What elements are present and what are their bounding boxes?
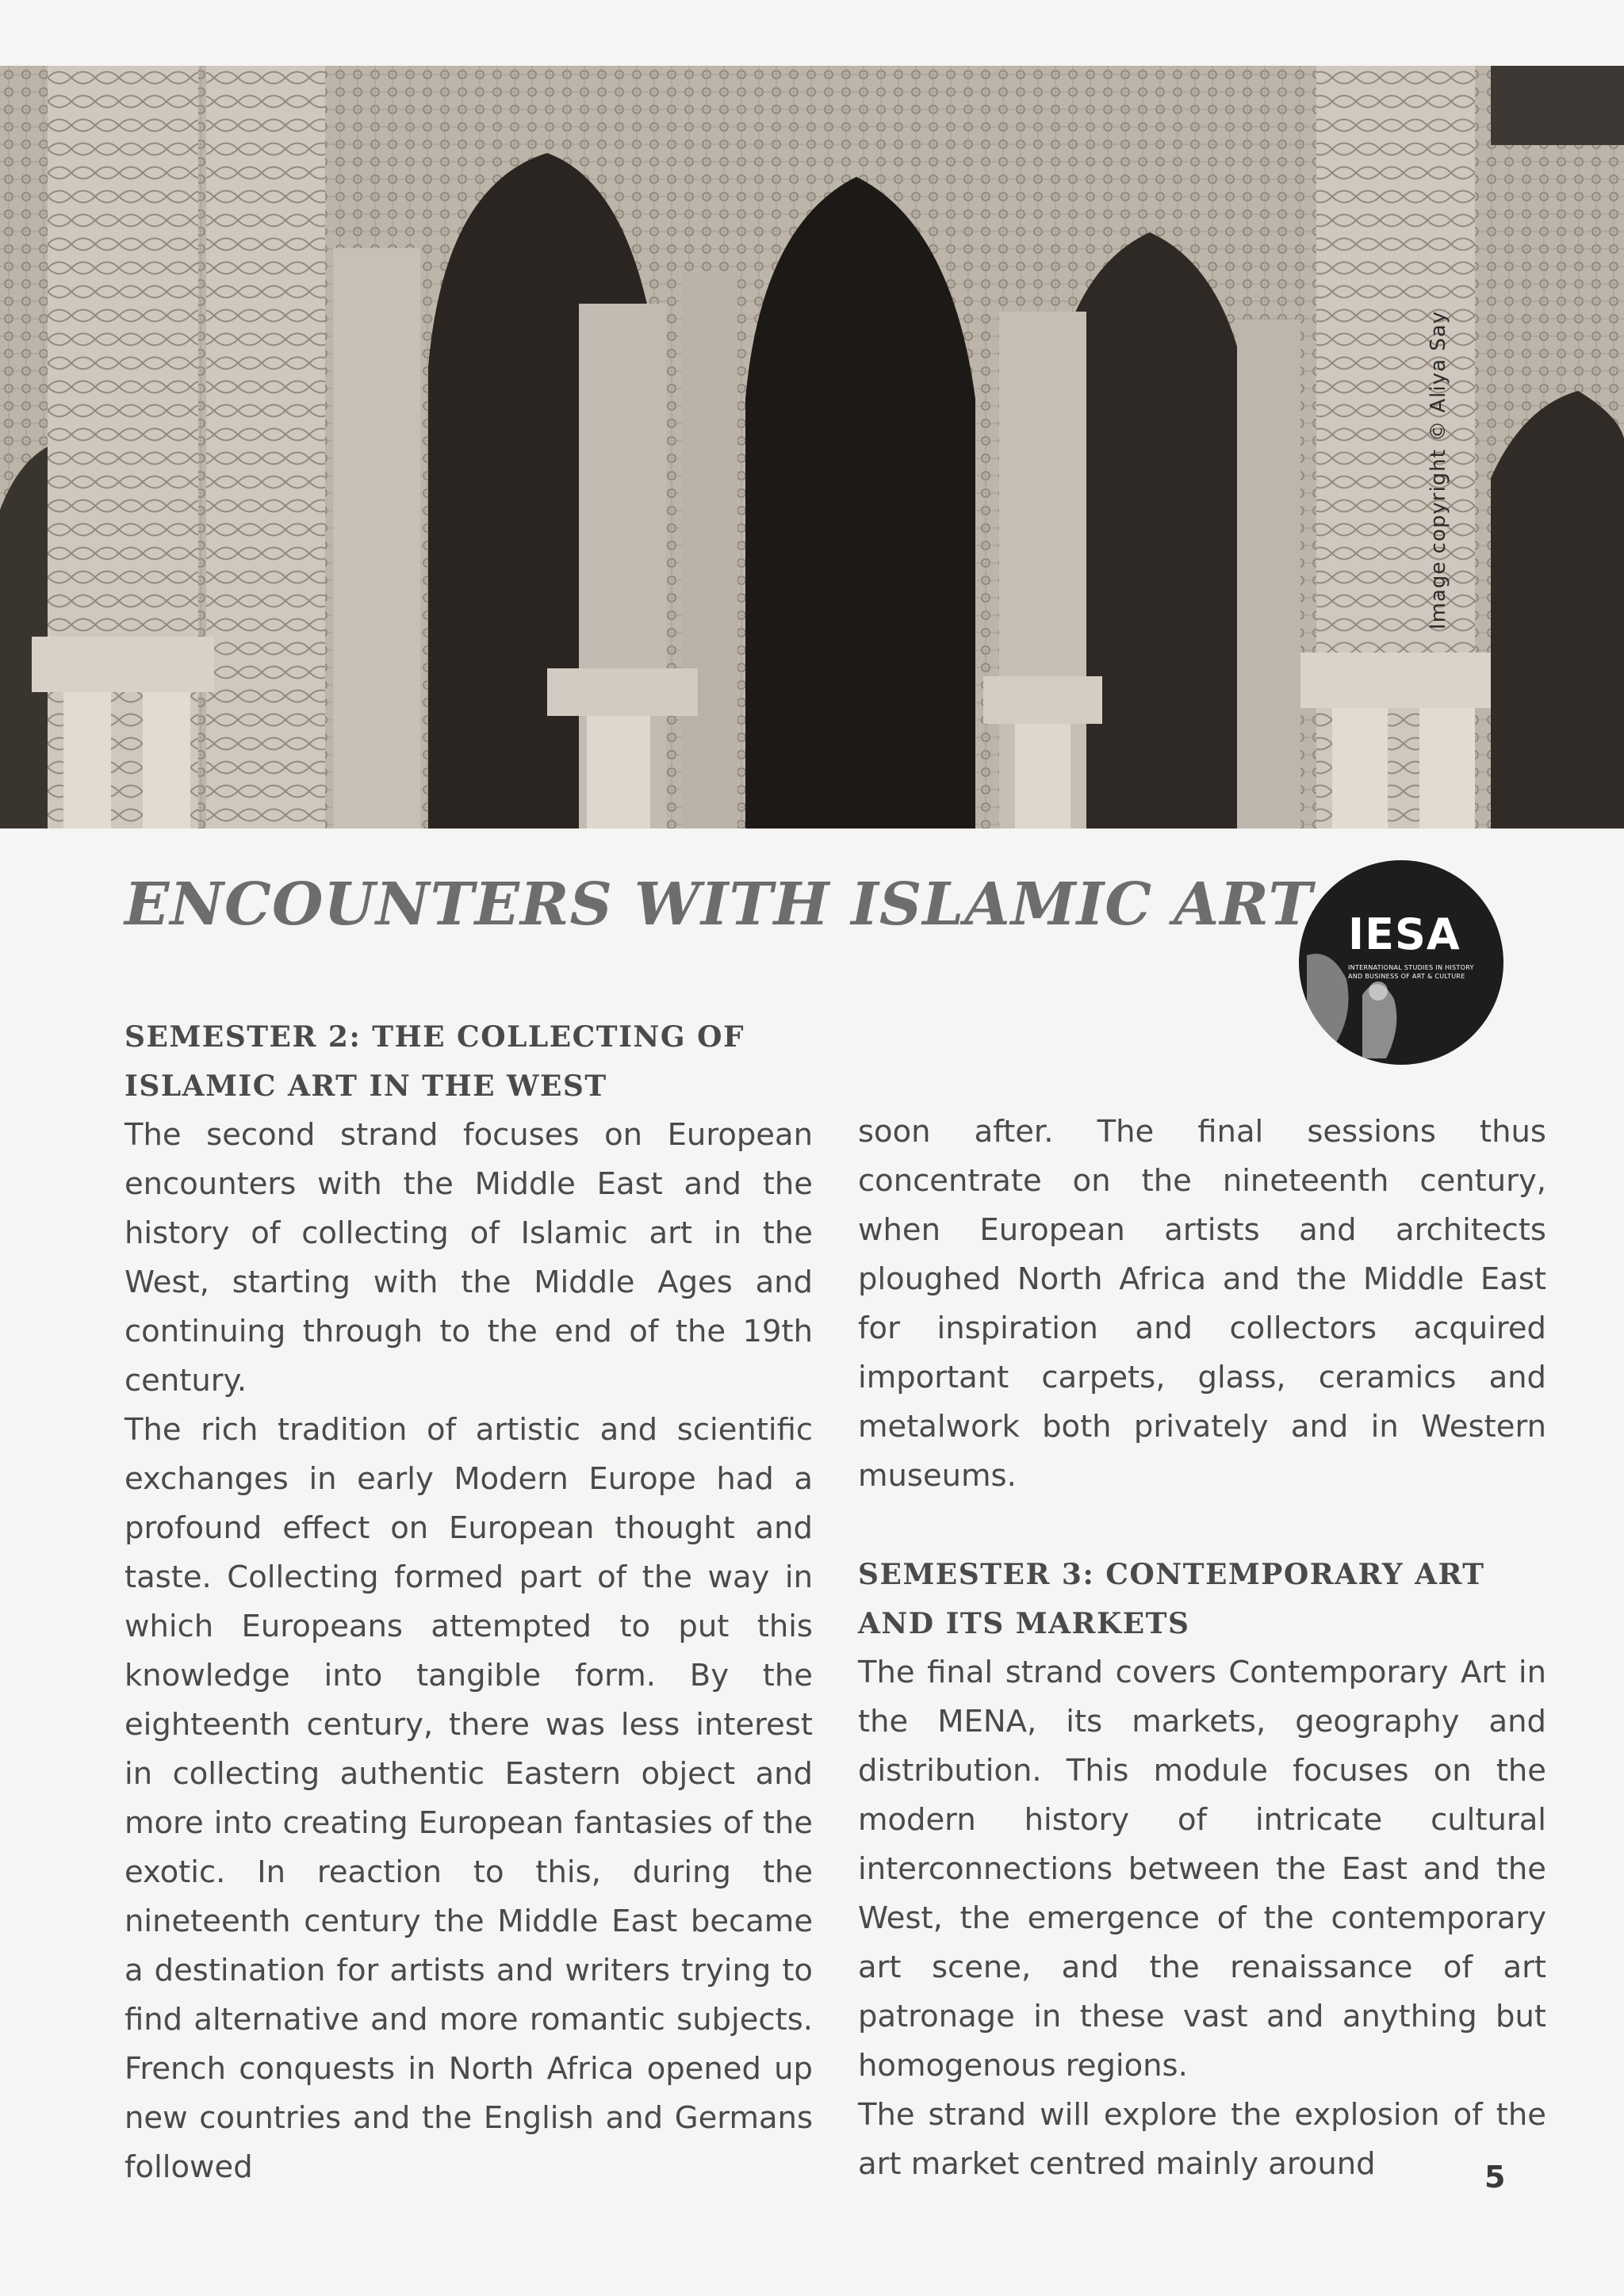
logo-tagline: INTERNATIONAL STUDIES IN HISTORY AND BUSINESS OF ART & CULTURE xyxy=(1348,964,1474,980)
image-credit: Image copyright © Aliya Say xyxy=(1427,310,1451,630)
page-title: ENCOUNTERS WITH ISLAMIC ART xyxy=(124,871,1313,939)
iesa-logo xyxy=(1299,860,1503,1065)
semester-3-paragraph-2: The strand will explore the explosion of the art market centred mainly around xyxy=(858,2097,1546,2182)
logo-wordmark: IESA xyxy=(1348,909,1461,959)
semester-3-heading: SEMESTER 3: CONTEMPORARY ART AND ITS MARKETS xyxy=(858,1558,1485,1640)
page-number: 5 xyxy=(1484,2160,1506,2195)
semester-2-continuation: soon after. The final sessions thus concentrate on the nineteenth century, when European artists and architects ploughed North Africa and the Middle East for inspiration and collectors acquired important carpets, glass, ceramics and metalwork both privately and in Western museums. xyxy=(858,1114,1546,1494)
hero-image xyxy=(0,66,1624,828)
semester-2-paragraph-2: The rich tradition of artistic and scientific exchanges in early Modern Europe had a profound effect on European thought and taste. Collecting formed part of the way in which Europeans attempted to put this knowledge into tangible form. By the eighteenth century, there was less interest in collecting authentic Eastern object and more into creating European fantasies of the exotic. In reaction to this, during the nineteenth century the Middle East became a destination for artists and writers trying to find alternative and more romantic subjects. French conquests in North Africa opened up new countries and the English and Germans followed xyxy=(124,1412,813,2185)
logo-engraving-icon xyxy=(1299,860,1503,1065)
left-column xyxy=(124,1012,813,2192)
arches-illustration xyxy=(0,66,1624,828)
semester-3-paragraph-1: The final strand covers Contemporary Art in the MENA, its markets, geography and distribution. This module focuses on the modern history of intricate cultural interconnections between the East and the West, the emergence of the contemporary art scene, and the renaissance of art patronage in these vast and anything but homogenous regions. xyxy=(858,1655,1546,2084)
semester-2-paragraph-1: The second strand focuses on European encounters with the Middle East and the history of collecting of Islamic art in the West, starting with the Middle Ages and continuing through to the end of the 19th century. xyxy=(124,1117,813,1399)
semester-2-heading: SEMESTER 2: THE COLLECTING OF ISLAMIC ART IN THE WEST xyxy=(124,1020,745,1103)
right-column xyxy=(858,1108,1546,2189)
